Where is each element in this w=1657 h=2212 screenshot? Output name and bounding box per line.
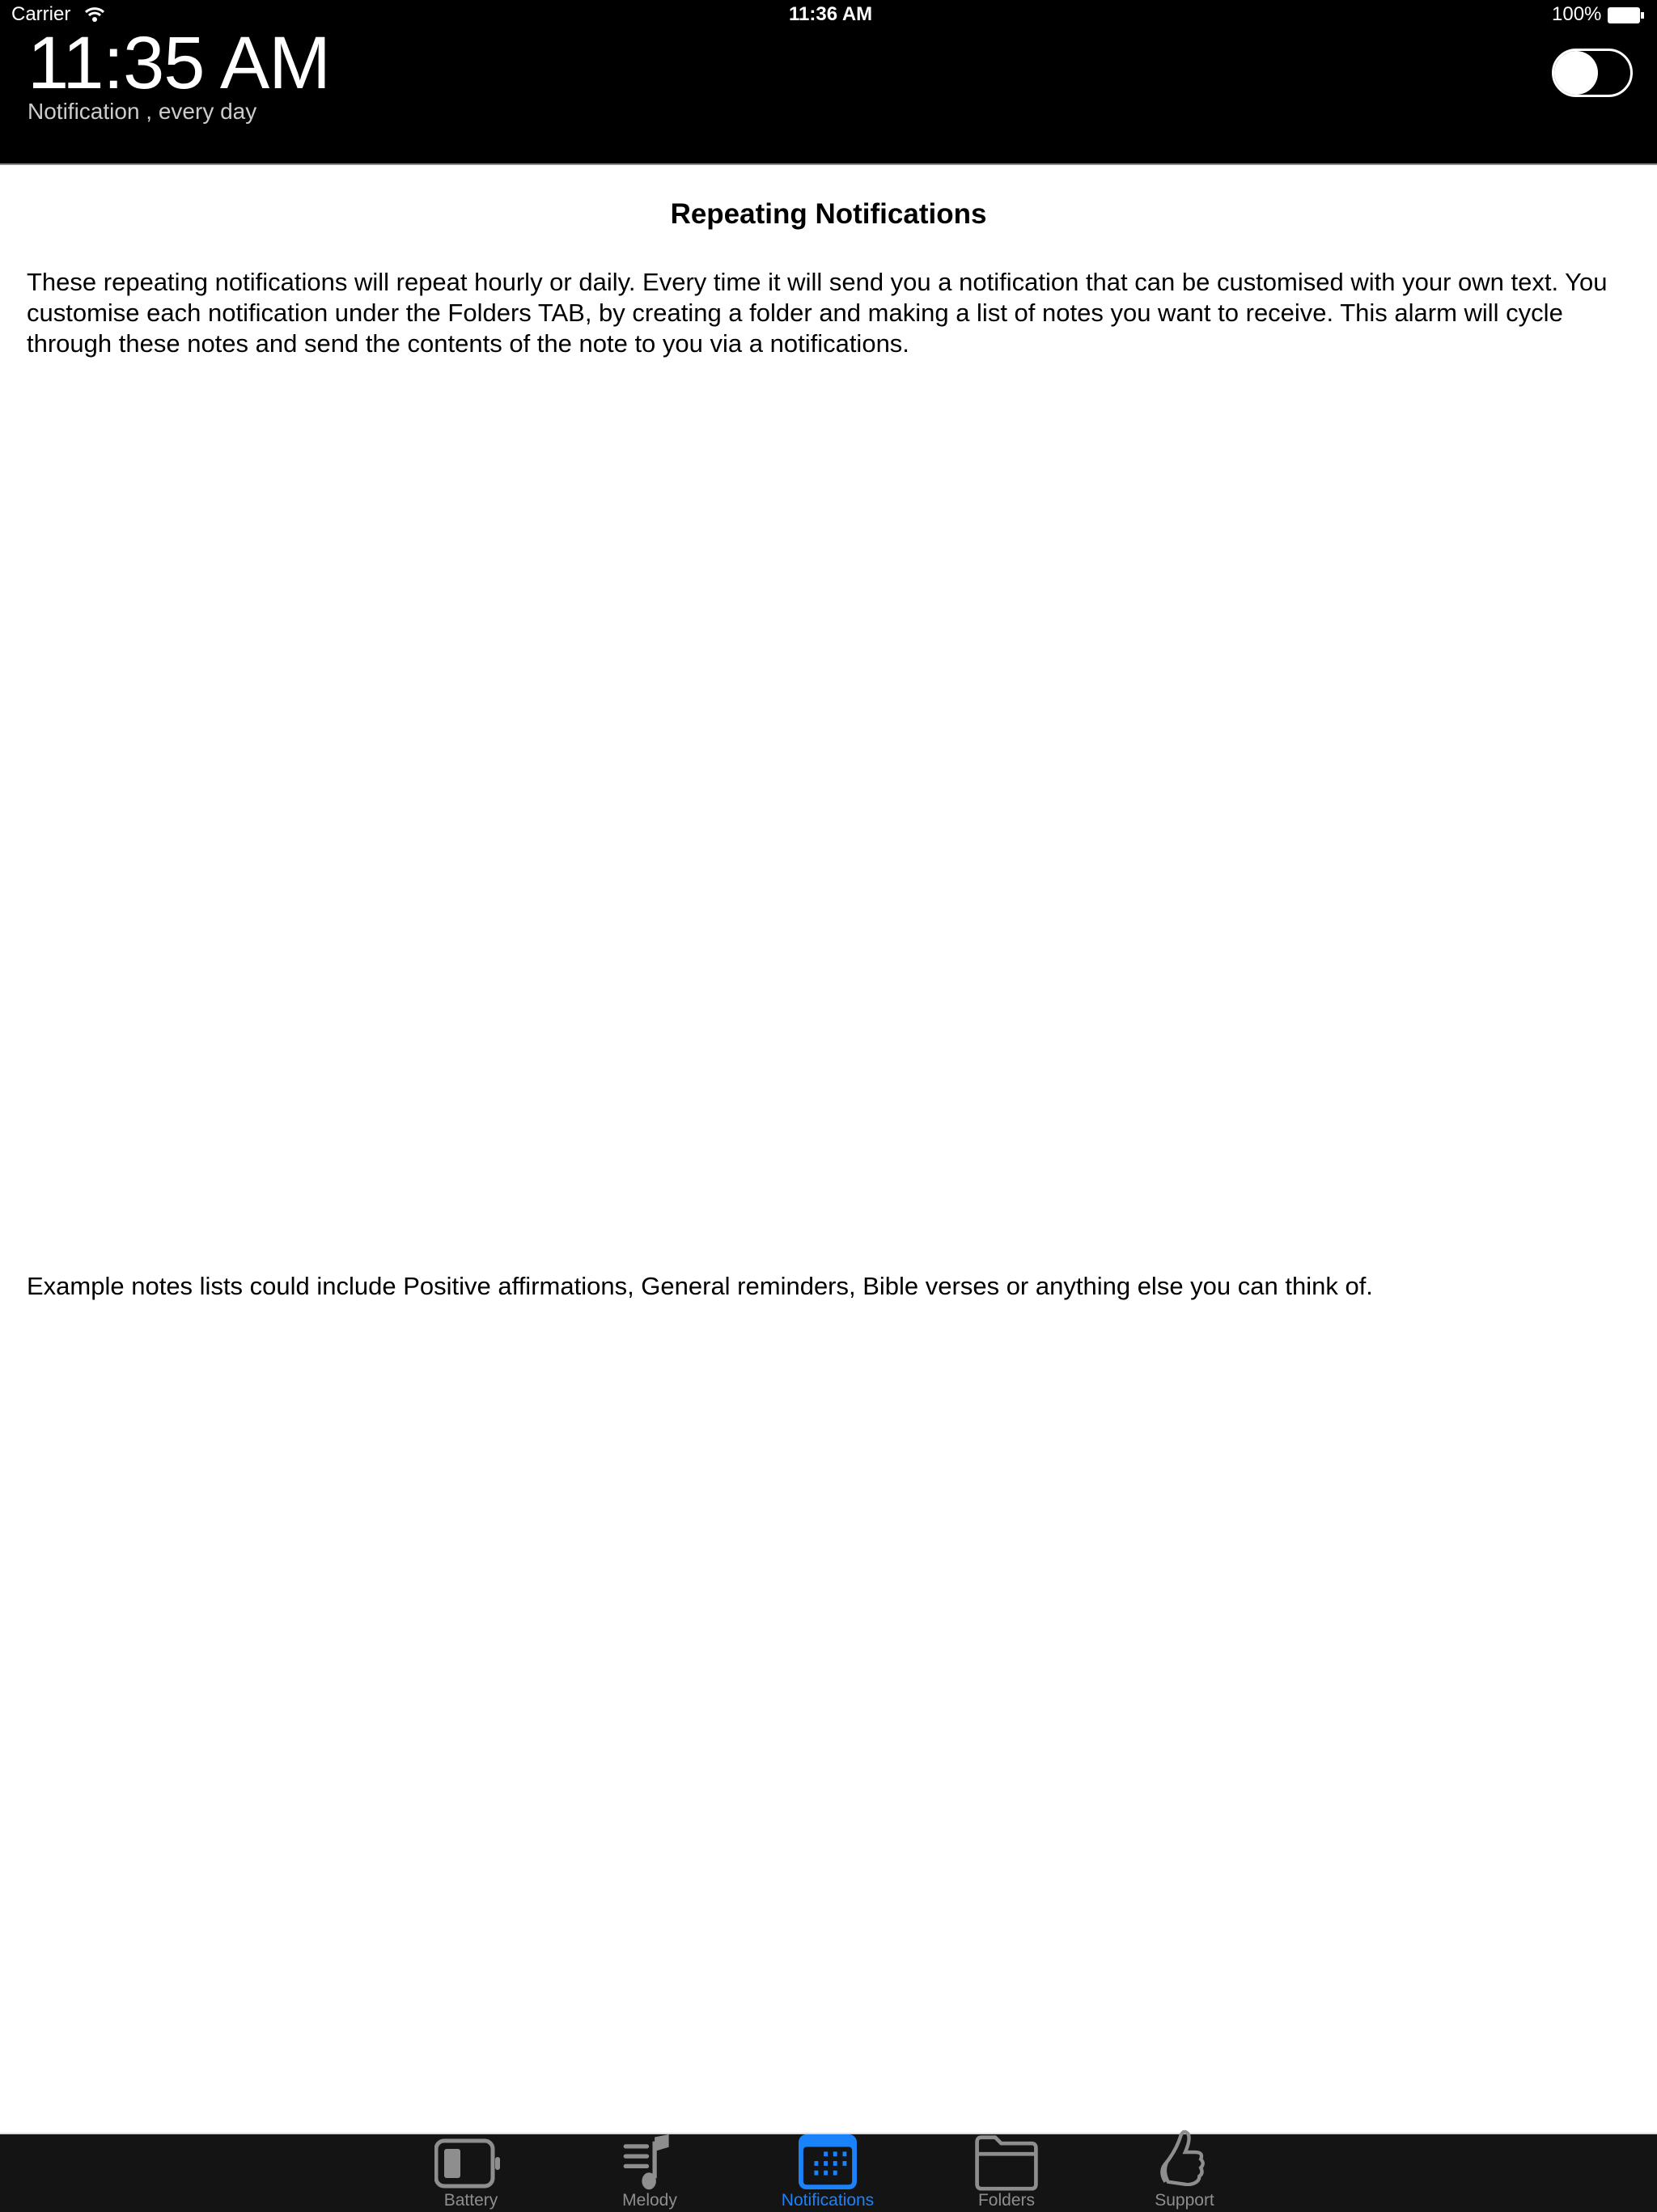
tab-label: Folders [977,2191,1036,2210]
alarm-subtitle: Notification , every day [28,99,257,124]
alarm-toggle[interactable] [1552,49,1633,97]
battery-icon [434,2134,507,2191]
battery-percent: 100% [1552,3,1602,25]
tab-label: Support [1155,2191,1214,2210]
status-battery-icon [1607,6,1646,30]
header [0,0,1657,165]
tab-support[interactable] [1104,2134,1265,2212]
tab-folders[interactable] [926,2134,1087,2212]
alarm-time: 11:35 AM [28,22,330,104]
carrier-label: Carrier [11,3,71,25]
music-note-icon [613,2134,686,2191]
example-paragraph: Example notes lists could include Positive affirmations, General reminders, Bible verses or anything else you can think of. [27,1272,1373,1300]
calendar-icon [791,2134,864,2191]
page-title: Repeating Notifications [670,198,987,230]
status-time: 11:36 AM [789,3,873,25]
tab-battery[interactable] [390,2134,552,2212]
tab-bar [0,2133,1657,2212]
folder-icon [970,2134,1043,2191]
tab-melody[interactable] [569,2134,731,2212]
tab-label: Melody [622,2191,677,2210]
tab-label: Battery [443,2191,498,2210]
tab-label: Notifications [781,2191,875,2210]
thumbs-up-icon [1148,2129,1221,2186]
tab-notifications[interactable] [747,2134,909,2212]
toggle-knob [1554,51,1598,95]
description-paragraph: These repeating notifications will repeat hourly or daily. Every time it will send you a notification that can be customised with your own text. You customise each notification under the Folders TAB, by creating a folder and making a list of notes you want to receive. This alarm will cycle through these notes and send the contents of the note to you via a notifications. [27,268,1608,358]
